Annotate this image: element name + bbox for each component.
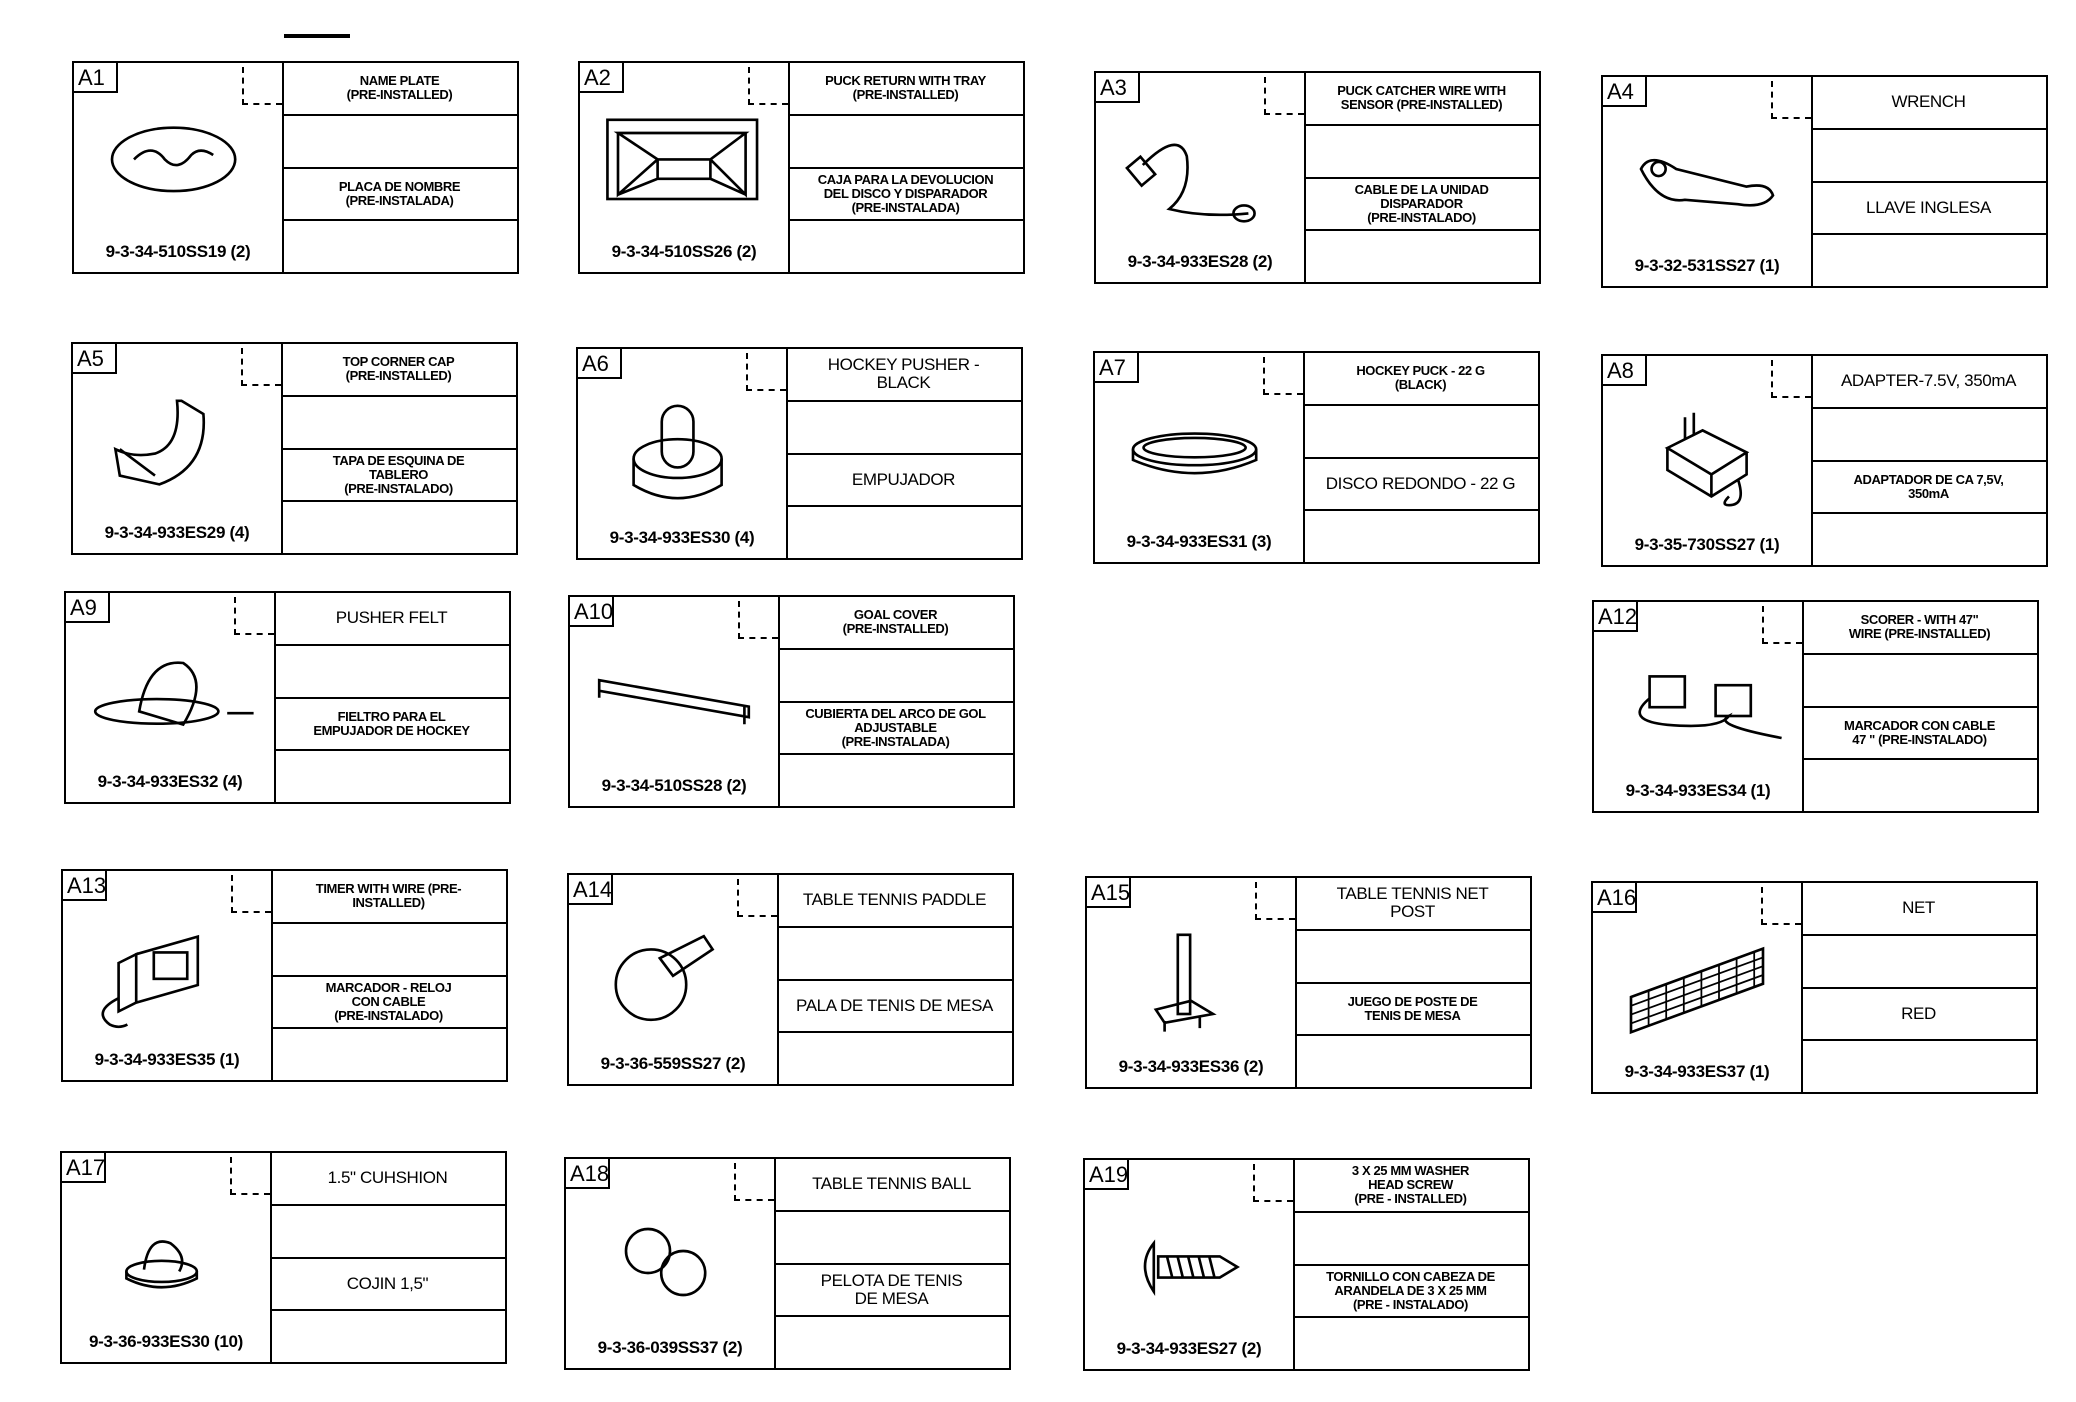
part-description-panel	[1802, 602, 2037, 811]
empty-row	[1811, 235, 2046, 286]
empty-row	[777, 928, 1012, 981]
description-english: PUCK CATCHER WIRE WITH SENSOR (PRE-INSTALLED)	[1304, 73, 1539, 126]
part-id-label: A9	[66, 593, 110, 623]
description-spanish: FIELTRO PARA EL EMPUJADOR DE HOCKEY	[274, 699, 509, 752]
description-spanish: PELOTA DE TENIS DE MESA	[774, 1265, 1009, 1318]
part-image-panel	[1085, 1160, 1295, 1369]
empty-row	[1811, 130, 2046, 183]
part-id-label: A15	[1087, 878, 1131, 908]
part-image-panel	[1096, 73, 1306, 282]
description-english: ADAPTER-7.5V, 350mA	[1811, 356, 2046, 409]
part-description-panel	[1811, 77, 2046, 286]
paddle-icon	[583, 923, 763, 1033]
part-number: 9-3-35-730SS27 (1)	[1634, 535, 1780, 554]
description-english: NET	[1801, 883, 2036, 936]
empty-row	[1295, 1036, 1530, 1087]
scorer-icon	[1608, 650, 1788, 760]
description-english: TABLE TENNIS NET POST	[1295, 878, 1530, 931]
description-english: NAME PLATE (PRE-INSTALLED)	[282, 63, 517, 116]
part-image-panel	[580, 63, 790, 272]
part-description-panel	[1295, 878, 1530, 1087]
part-id-label: A18	[566, 1159, 610, 1189]
scan-mark	[284, 34, 350, 38]
part-description-panel	[274, 593, 509, 802]
description-spanish: DISCO REDONDO - 22 G	[1303, 459, 1538, 512]
net-icon	[1607, 931, 1787, 1041]
empty-row	[778, 755, 1013, 806]
dashed-corner	[748, 67, 788, 105]
empty-row	[1811, 514, 2046, 565]
part-number: 9-3-34-510SS19 (2)	[105, 242, 251, 261]
part-id-label: A4	[1603, 77, 1647, 107]
part-card-a13	[61, 869, 508, 1082]
dashed-corner	[241, 348, 281, 386]
part-id-label: A16	[1593, 883, 1637, 913]
description-spanish: MARCADOR - RELOJ CON CABLE (PRE-INSTALADO)	[271, 977, 506, 1030]
description-english: HOCKEY PUCK - 22 G (BLACK)	[1303, 353, 1538, 406]
part-number: 9-3-34-933ES32 (4)	[97, 772, 243, 791]
part-id-label: A13	[63, 871, 107, 901]
part-id-label: A14	[569, 875, 613, 905]
empty-row	[1293, 1213, 1528, 1266]
description-spanish: RED	[1801, 989, 2036, 1042]
part-card-a16	[1591, 881, 2038, 1094]
description-english: GOAL COVER (PRE-INSTALLED)	[778, 597, 1013, 650]
part-image-panel	[1095, 353, 1305, 562]
description-english: TABLE TENNIS PADDLE	[777, 875, 1012, 928]
part-description-panel	[786, 349, 1021, 558]
part-number: 9-3-34-933ES35 (1)	[94, 1050, 240, 1069]
goal-cover-icon	[584, 645, 764, 755]
dashed-corner	[242, 67, 282, 105]
empty-row	[1304, 126, 1539, 179]
description-spanish: TORNILLO CON CABEZA DE ARANDELA DE 3 X 25 MM (PRE - INSTALADO)	[1293, 1266, 1528, 1319]
description-spanish: TAPA DE ESQUINA DE TABLERO (PRE-INSTALADO)	[281, 450, 516, 503]
empty-row	[778, 650, 1013, 703]
part-card-a19	[1083, 1158, 1530, 1371]
empty-row	[1802, 655, 2037, 708]
description-spanish: CAJA PARA LA DEVOLUCION DEL DISCO Y DISPARADOR (PRE-INSTALADA)	[788, 169, 1023, 222]
empty-row	[788, 221, 1023, 272]
description-spanish: ADAPTADOR DE CA 7,5V, 350mA	[1811, 462, 2046, 515]
puck-return-tray-icon	[594, 111, 774, 221]
empty-row	[786, 402, 1021, 455]
part-image-panel	[63, 871, 273, 1080]
part-number: 9-3-34-933ES27 (2)	[1116, 1339, 1262, 1358]
part-id-label: A1	[74, 63, 118, 93]
empty-row	[282, 116, 517, 169]
part-description-panel	[1811, 356, 2046, 565]
part-card-a15	[1085, 876, 1532, 1089]
part-description-panel	[271, 871, 506, 1080]
empty-row	[1293, 1318, 1528, 1369]
part-description-panel	[1304, 73, 1539, 282]
dashed-corner	[1253, 1164, 1293, 1202]
part-image-panel	[1087, 878, 1297, 1087]
dashed-corner	[738, 601, 778, 639]
description-spanish: EMPUJADOR	[786, 455, 1021, 508]
part-number: 9-3-32-531SS27 (1)	[1634, 256, 1780, 275]
part-number: 9-3-34-510SS26 (2)	[611, 242, 757, 261]
part-description-panel	[281, 344, 516, 553]
part-id-label: A7	[1095, 353, 1139, 383]
description-english: WRENCH	[1811, 77, 2046, 130]
part-description-panel	[1293, 1160, 1528, 1369]
part-image-panel	[74, 63, 284, 272]
part-description-panel	[270, 1153, 505, 1362]
part-number: 9-3-34-933ES37 (1)	[1624, 1062, 1770, 1081]
part-card-a10	[568, 595, 1015, 808]
part-id-label: A2	[580, 63, 624, 93]
part-id-label: A19	[1085, 1160, 1129, 1190]
empty-row	[1811, 409, 2046, 462]
part-image-panel	[1603, 77, 1813, 286]
part-description-panel	[788, 63, 1023, 272]
part-card-a5	[71, 342, 518, 555]
description-english: PUSHER FELT	[274, 593, 509, 646]
part-description-panel	[774, 1159, 1009, 1368]
part-description-panel	[777, 875, 1012, 1084]
part-id-label: A5	[73, 344, 117, 374]
part-image-panel	[62, 1153, 272, 1362]
part-number: 9-3-36-559SS27 (2)	[600, 1054, 746, 1073]
description-spanish: JUEGO DE POSTE DE TENIS DE MESA	[1295, 984, 1530, 1037]
description-english: TOP CORNER CAP (PRE-INSTALLED)	[281, 344, 516, 397]
dashed-corner	[1264, 77, 1304, 115]
part-number: 9-3-34-933ES28 (2)	[1127, 252, 1273, 271]
part-number: 9-3-34-933ES29 (4)	[104, 523, 250, 542]
description-spanish: CUBIERTA DEL ARCO DE GOL ADJUSTABLE (PRE-INSTALADA)	[778, 703, 1013, 756]
part-id-label: A12	[1594, 602, 1638, 632]
corner-cap-icon	[87, 392, 267, 502]
description-english: 3 X 25 MM WASHER HEAD SCREW (PRE - INSTALLED)	[1293, 1160, 1528, 1213]
empty-row	[1802, 760, 2037, 811]
part-card-a14	[567, 873, 1014, 1086]
dashed-corner	[1771, 360, 1811, 398]
part-image-panel	[569, 875, 779, 1084]
dashed-corner	[734, 1163, 774, 1201]
part-id-label: A10	[570, 597, 614, 627]
part-id-label: A6	[578, 349, 622, 379]
description-spanish: PLACA DE NOMBRE (PRE-INSTALADA)	[282, 169, 517, 222]
part-card-a2	[578, 61, 1025, 274]
description-spanish: CABLE DE LA UNIDAD DISPARADOR (PRE-INSTALADO)	[1304, 179, 1539, 232]
description-english: TABLE TENNIS BALL	[774, 1159, 1009, 1212]
table-tennis-balls-icon	[580, 1207, 760, 1317]
empty-row	[1303, 406, 1538, 459]
empty-row	[774, 1212, 1009, 1265]
part-image-panel	[66, 593, 276, 802]
dashed-corner	[234, 597, 274, 635]
part-number: 9-3-36-039SS37 (2)	[597, 1338, 743, 1357]
empty-row	[270, 1311, 505, 1362]
part-card-a12	[1592, 600, 2039, 813]
part-number: 9-3-34-933ES36 (2)	[1118, 1057, 1264, 1076]
dashed-corner	[1771, 81, 1811, 119]
hockey-pusher-icon	[592, 397, 772, 507]
empty-row	[1801, 936, 2036, 989]
pusher-felt-icon	[80, 641, 260, 751]
empty-row	[281, 502, 516, 553]
part-number: 9-3-34-510SS28 (2)	[601, 776, 747, 795]
description-spanish: MARCADOR CON CABLE 47 " (PRE-INSTALADO)	[1802, 708, 2037, 761]
empty-row	[1303, 511, 1538, 562]
description-spanish: COJIN 1,5"	[270, 1259, 505, 1312]
dashed-corner	[1263, 357, 1303, 395]
dashed-corner	[1255, 882, 1295, 920]
sensor-wire-icon	[1110, 121, 1290, 231]
description-english: TIMER WITH WIRE (PRE- INSTALLED)	[271, 871, 506, 924]
description-english: 1.5" CUHSHION	[270, 1153, 505, 1206]
empty-row	[1295, 931, 1530, 984]
power-adapter-icon	[1617, 404, 1797, 514]
dashed-corner	[231, 875, 271, 913]
part-id-label: A17	[62, 1153, 106, 1183]
part-image-panel	[1593, 883, 1803, 1092]
part-number: 9-3-34-933ES31 (3)	[1126, 532, 1272, 551]
wrench-icon	[1617, 125, 1797, 235]
part-card-a18	[564, 1157, 1011, 1370]
empty-row	[777, 1033, 1012, 1084]
part-image-panel	[1594, 602, 1804, 811]
part-number: 9-3-34-933ES34 (1)	[1625, 781, 1771, 800]
empty-row	[271, 924, 506, 977]
part-description-panel	[1303, 353, 1538, 562]
part-card-a8	[1601, 354, 2048, 567]
part-card-a7	[1093, 351, 1540, 564]
part-id-label: A3	[1096, 73, 1140, 103]
dashed-corner	[746, 353, 786, 391]
washer-screw-icon	[1099, 1208, 1279, 1318]
empty-row	[786, 507, 1021, 558]
part-card-a3	[1094, 71, 1541, 284]
part-image-panel	[570, 597, 780, 806]
empty-row	[270, 1206, 505, 1259]
part-image-panel	[1603, 356, 1813, 565]
part-card-a4	[1601, 75, 2048, 288]
empty-row	[774, 1317, 1009, 1368]
part-number: 9-3-34-933ES30 (4)	[609, 528, 755, 547]
timer-icon	[77, 919, 257, 1029]
description-english: HOCKEY PUSHER - BLACK	[786, 349, 1021, 402]
description-english: SCORER - WITH 47" WIRE (PRE-INSTALLED)	[1802, 602, 2037, 655]
part-description-panel	[282, 63, 517, 272]
empty-row	[282, 221, 517, 272]
description-english: PUCK RETURN WITH TRAY (PRE-INSTALLED)	[788, 63, 1023, 116]
cushion-icon	[76, 1201, 256, 1311]
empty-row	[788, 116, 1023, 169]
part-description-panel	[778, 597, 1013, 806]
dashed-corner	[737, 879, 777, 917]
part-card-a9	[64, 591, 511, 804]
description-spanish: PALA DE TENIS DE MESA	[777, 981, 1012, 1034]
part-image-panel	[73, 344, 283, 553]
part-image-panel	[578, 349, 788, 558]
dashed-corner	[1762, 606, 1802, 644]
nameplate-logo-icon	[88, 111, 268, 221]
part-id-label: A8	[1603, 356, 1647, 386]
empty-row	[281, 397, 516, 450]
part-card-a17	[60, 1151, 507, 1364]
empty-row	[274, 751, 509, 802]
hockey-puck-icon	[1109, 401, 1289, 511]
description-spanish: LLAVE INGLESA	[1811, 183, 2046, 236]
dashed-corner	[230, 1157, 270, 1195]
part-card-a6	[576, 347, 1023, 560]
part-image-panel	[566, 1159, 776, 1368]
empty-row	[271, 1029, 506, 1080]
empty-row	[1304, 231, 1539, 282]
dashed-corner	[1761, 887, 1801, 925]
part-number: 9-3-36-933ES30 (10)	[88, 1332, 243, 1351]
part-card-a1	[72, 61, 519, 274]
net-post-icon	[1101, 926, 1281, 1036]
empty-row	[274, 646, 509, 699]
empty-row	[1801, 1041, 2036, 1092]
part-description-panel	[1801, 883, 2036, 1092]
